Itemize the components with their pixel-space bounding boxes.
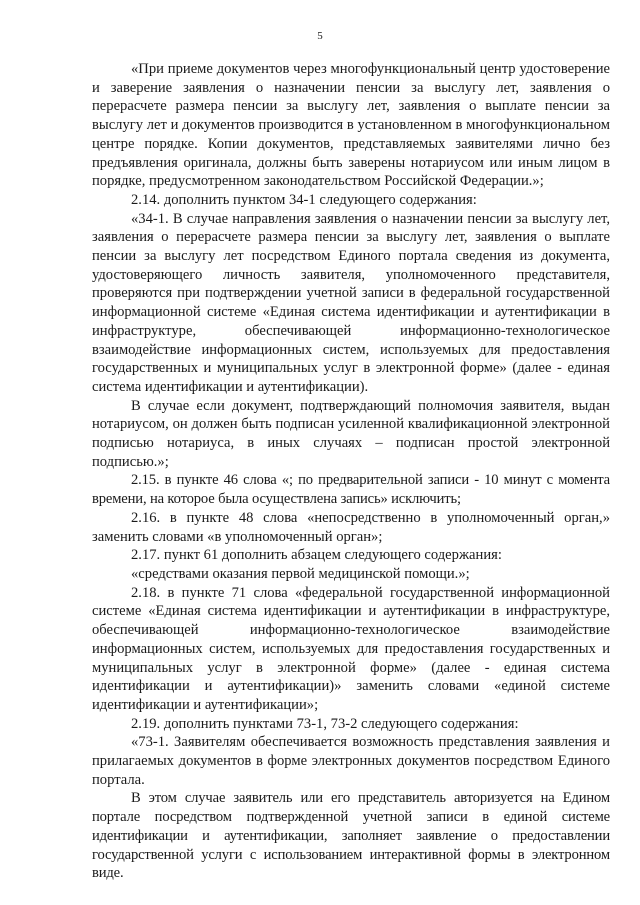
paragraph-authorization: В этом случае заявитель или его представитель авторизуется на Едином портале посредством подтвержденной учетной записи в единой системе идентификации и аутентификации, заполняет заявление о предоставлении государственной услуги с использованием интерактивной формы в электронном виде. (92, 790, 610, 882)
paragraph-mfc-documents: «При приеме документов через многофункциональный центр удостоверение и заверение заявления о назначении пенсии за выслугу лет, заявления о перерасчете размера пенсии за выслугу лет, заявления о выплате пенсии за выслугу лет и документов производится в установленном в многофункциональном центре порядке. Копии документов, представляемых заявителями лично без предъявления оригинала, должны быть заверены нотариусом или иным лицом в порядке, предусмотренном законодательством Российской Федерации.»; (92, 61, 610, 190)
page-number: 5 (317, 30, 323, 42)
paragraph-first-aid: «средствами оказания первой медицинской помощи.»; (131, 565, 470, 582)
paragraph-notary-signature: В случае если документ, подтверждающий полномочия заявителя, выдан нотариусом, он должен быть подписан усиленной квалификационной электронной подписью нотариуса, в иных случаях – подписан простой электронной подписью.»; (92, 397, 610, 470)
paragraph-2-16: 2.16. в пункте 48 слова «непосредственно в уполномоченный орган,» заменить словами «в уполномоченный орган»; (92, 509, 610, 545)
paragraph-34-1: «34-1. В случае направления заявления о назначении пенсии за выслугу лет, заявления о перерасчете размера пенсии за выслугу лет, заявления о выплате пенсии за выслугу лет посредством Единого портала сведения из документа, удостоверяющего личность заявителя, уполномоченного представителя, проверяются при подтверждении учетной записи в федеральной государственной информационной системе «Единая система идентификации и аутентификации в инфраструктуре, обеспечивающей информационно-технологическое взаимодействие информационных систем, используемых для предоставления государственных и муниципальных услуг в электронной форме» (далее - единая система идентификации и аутентификации). (92, 210, 610, 395)
paragraph-2-17: 2.17. пункт 61 дополнить абзацем следующего содержания: (131, 547, 502, 564)
paragraph-2-15: 2.15. в пункте 46 слова «; по предварительной записи - 10 минут с момента времени, на которое была осуществлена запись» исключить; (92, 472, 610, 508)
paragraph-2-19: 2.19. дополнить пунктами 73-1, 73-2 следующего содержания: (131, 715, 519, 732)
paragraph-2-18: 2.18. в пункте 71 слова «федеральной государственной информационной системе «Единая система идентификации и аутентификации в инфраструктуре, обеспечивающей информационно-технологическое взаимодействие информационных систем, используемых для предоставления государственных и муниципальных услуг в электронной форме» (далее - единая система идентификации и аутентификации)» заменить словами «единой системе идентификации и аутентификации»; (92, 584, 610, 713)
document-body (92, 60, 610, 883)
paragraph-2-14: 2.14. дополнить пунктом 34-1 следующего содержания: (131, 191, 477, 208)
paragraph-73-1: «73-1. Заявителям обеспечивается возможность представления заявления и прилагаемых документов в форме электронных документов посредством Единого портала. (92, 734, 610, 788)
